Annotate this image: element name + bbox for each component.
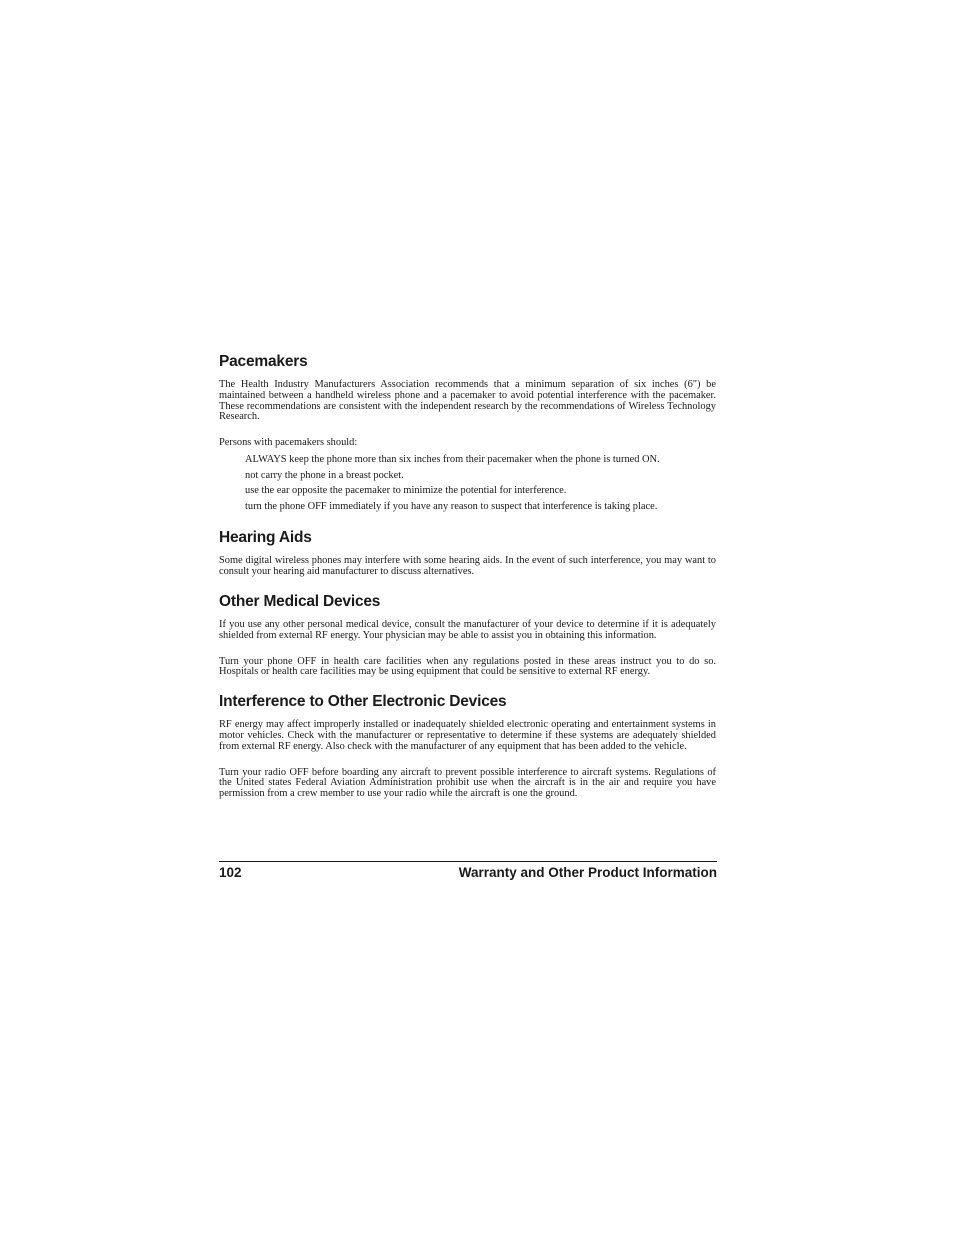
paragraph: Turn your radio OFF before boarding any aircraft to prevent possible interference to aircraft systems. Regulations of the United states Federal Aviation Administration prohibit use when the aircraft is in the air and require you have permission from a crew member to use your radio while the aircraft is one the ground. — [219, 766, 716, 800]
page-footer — [219, 861, 717, 882]
paragraph: The Health Industry Manufacturers Association recommends that a minimum separation of six inches (6") be maintained between a handheld wireless phone and a pacemaker to avoid potential interference with the pacemaker. These recommendations are consistent with the independent research by the recommendations of Wireless Technology Research. — [219, 379, 716, 423]
list-item: not carry the phone in a breast pocket. — [245, 469, 404, 481]
list-item: turn the phone OFF immediately if you have any reason to suspect that interference is taking place. — [245, 500, 658, 512]
section-hearing-aids — [219, 528, 716, 578]
list-item: use the ear opposite the pacemaker to minimize the potential for interference. — [245, 485, 567, 497]
list-item: ALWAYS keep the phone more than six inches from their pacemaker when the phone is turned ON. — [245, 453, 660, 465]
section-interference-electronic-devices — [219, 692, 716, 800]
paragraph: Turn your phone OFF in health care facilities when any regulations posted in these areas instruct you to do so. Hospitals or health care facilities may be using equipment that could be sensitive to external RF energy. — [219, 655, 716, 678]
section-pacemakers — [219, 352, 716, 514]
section-heading: Pacemakers — [219, 353, 308, 370]
list-intro: Persons with pacemakers should: — [219, 437, 358, 449]
paragraph: If you use any other personal medical device, consult the manufacturer of your device to determine if it is adequately shielded from external RF energy. Your physician may be able to assist you in obtaining this information. — [219, 618, 716, 641]
section-other-medical-devices — [219, 592, 716, 678]
section-heading: Interference to Other Electronic Devices — [219, 693, 507, 711]
section-heading: Other Medical Devices — [219, 592, 381, 610]
footer-section-title: Warranty and Other Product Information — [458, 865, 717, 880]
page-number: 102 — [219, 865, 242, 880]
paragraph: Some digital wireless phones may interfere with some hearing aids. In the event of such interference, you may want to consult your hearing aid manufacturer to discuss alternatives. — [219, 555, 716, 578]
paragraph: RF energy may affect improperly installed or inadequately shielded electronic operating and entertainment systems in motor vehicles. Check with the manufacturer or representative to determine if these systems are adequately shielded from external RF energy. Also check with the manufacturer of any equipment that has been added to the vehicle. — [219, 719, 716, 752]
section-heading: Hearing Aids — [219, 529, 312, 547]
pacemaker-recommendations-list — [245, 452, 716, 514]
page-content — [219, 352, 716, 814]
